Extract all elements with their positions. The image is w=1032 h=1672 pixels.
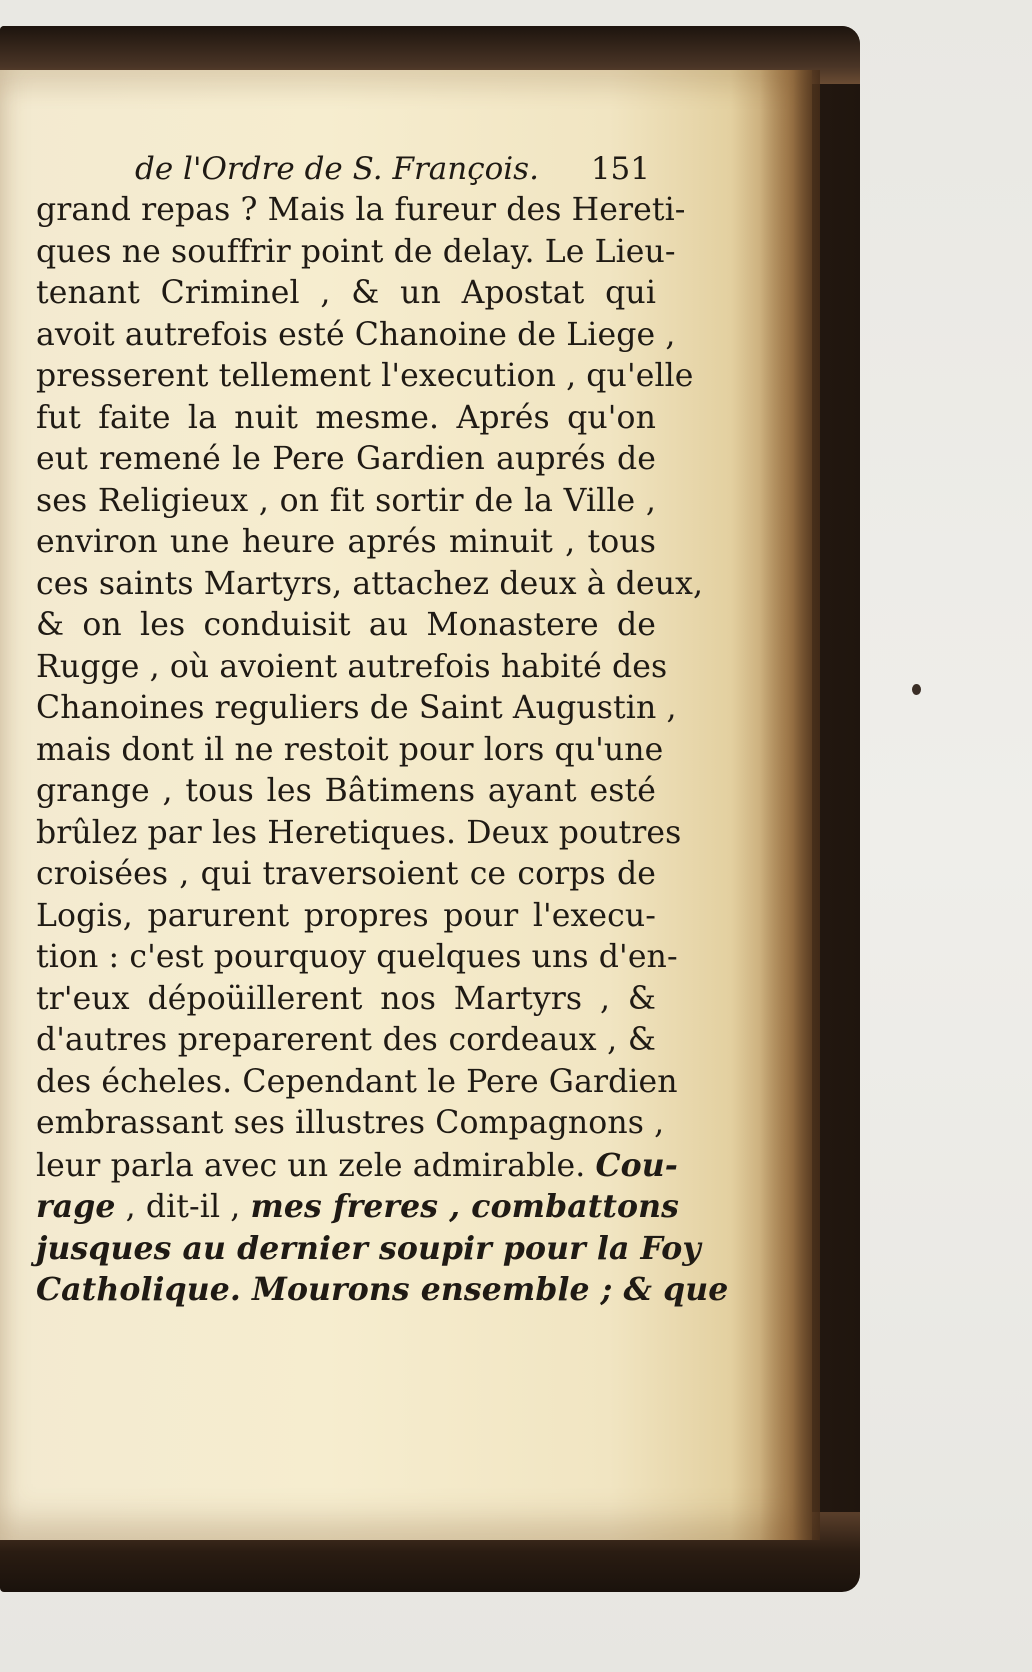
italic-run: Cou- xyxy=(595,1146,678,1184)
page-fore-edge-shadow xyxy=(760,70,820,1540)
text-line-italic: jusques au dernier soupir pour la Foy xyxy=(36,1229,701,1267)
text-line: Logis, parurent propres pour l'execu- xyxy=(36,897,656,934)
italic-run: mes freres , combattons xyxy=(250,1188,679,1225)
text-line: ces saints Martyrs, attachez deux à deux, xyxy=(36,565,704,602)
page-number: 151 xyxy=(590,151,650,187)
text-line: tr'eux dépoüillerent nos Martyrs , & xyxy=(36,980,656,1017)
text-line: grand repas ? Mais la fureur des Hereti- xyxy=(36,192,686,228)
text-line: des écheles. Cependant le Pere Gardien xyxy=(36,1063,678,1100)
text-line-mixed xyxy=(36,1145,678,1187)
text-line: tion : c'est pourquoy quelques uns d'en- xyxy=(36,939,678,975)
text-line: mais dont il ne restoit pour lors qu'une xyxy=(36,731,664,768)
text-line: avoit autrefois esté Chanoine de Liege , xyxy=(36,316,676,353)
body-text xyxy=(36,190,729,1311)
roman-run: , dit-il , xyxy=(115,1189,251,1225)
text-line: environ une heure aprés minuit , tous xyxy=(36,524,656,560)
text-line: presserent tellement l'execution , qu'elle xyxy=(36,358,694,394)
text-line: fut faite la nuit mesme. Aprés qu'on xyxy=(36,399,656,436)
running-head-title: de l'Ordre de S. François. xyxy=(135,151,539,187)
text-line: Rugge , où avoient autrefois habité des xyxy=(36,648,668,685)
roman-run: leur parla avec un zele admirable. xyxy=(36,1147,596,1184)
text-line: Chanoines reguliers de Saint Augustin , xyxy=(36,690,677,726)
text-line: embrassant ses illustres Compagnons , xyxy=(36,1105,665,1141)
text-line: grange , tous les Bâtimens ayant esté xyxy=(36,773,656,809)
text-line: & on les conduisit au Monastere de xyxy=(36,607,656,643)
text-line: ses Religieux , on fit sortir de la Ville , xyxy=(36,482,656,519)
text-line: tenant Criminel , & un Apostat qui xyxy=(36,275,656,311)
text-line-mixed xyxy=(36,1186,679,1228)
text-line: eut remené le Pere Gardien auprés de xyxy=(36,441,656,477)
text-line: d'autres preparerent des cordeaux , & xyxy=(36,1022,656,1058)
text-line: brûlez par les Heretiques. Deux poutres xyxy=(36,814,682,851)
dust-speck xyxy=(912,684,921,695)
italic-run: rage xyxy=(36,1188,116,1225)
text-line-italic: Catholique. Mourons ensemble ; & que xyxy=(36,1271,729,1308)
text-line: ques ne souffrir point de delay. Le Lieu- xyxy=(36,233,676,270)
running-head xyxy=(130,148,650,190)
text-line: croisées , qui traversoient ce corps de xyxy=(36,856,656,892)
